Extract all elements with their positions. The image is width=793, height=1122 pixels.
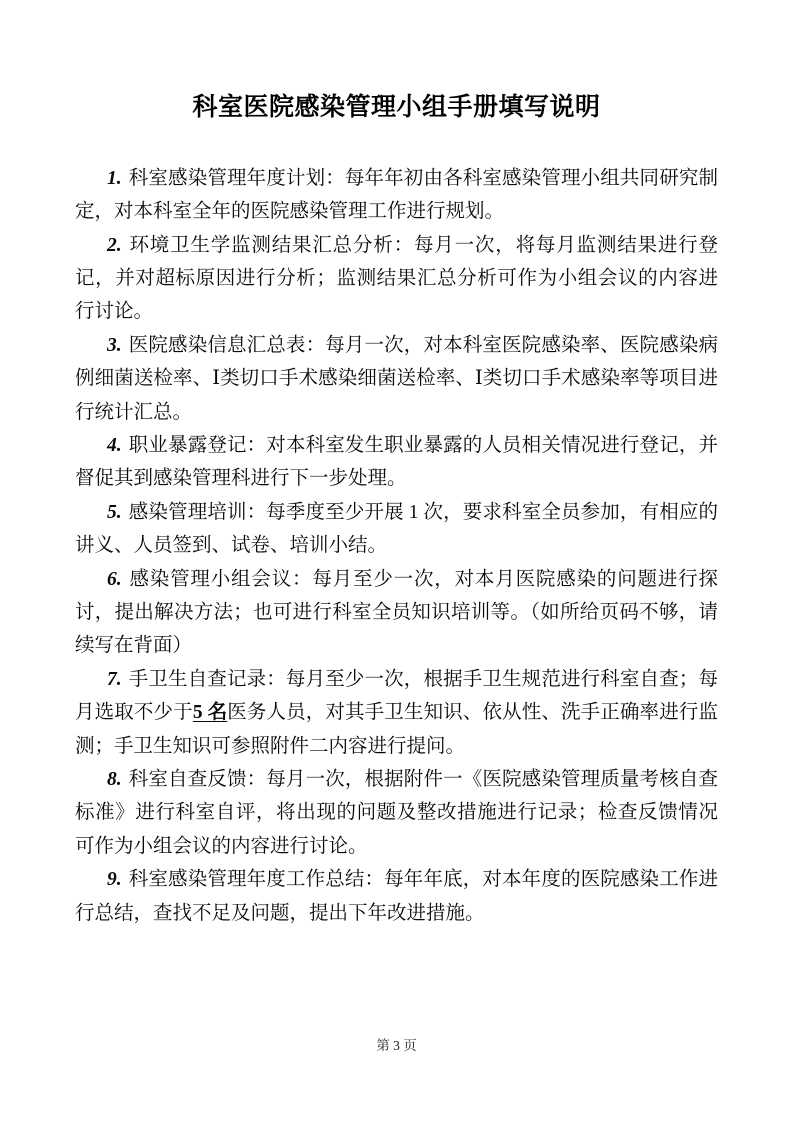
paragraph-text: 科室感染管理年度工作总结：每年年底，对本年度的医院感染工作进行总结，查找不足及问题，提出下年改进措施。 <box>75 869 718 924</box>
paragraph-text: 手卫生自查记录：每月至少一次，根据手卫生规范进行科室自查；每月选取不少于 <box>75 668 718 724</box>
paragraph-text: 职业暴露登记：对本科室发生职业暴露的人员相关情况进行登记，并督促其到感染管理科进行下一步处理。 <box>75 435 718 490</box>
paragraph-9 <box>75 863 718 930</box>
paragraph-8 <box>75 763 718 863</box>
paragraph-6 <box>75 563 718 663</box>
paragraph-number: 6. <box>107 568 122 590</box>
paragraph-3 <box>75 329 718 429</box>
paragraph-7 <box>75 663 718 763</box>
paragraph-5 <box>75 496 718 563</box>
paragraph-number: 3. <box>107 334 122 356</box>
emphasized-underlined-text: 5 名 <box>192 702 228 724</box>
paragraph-number: 7. <box>107 668 122 690</box>
paragraph-4 <box>75 429 718 496</box>
page-number-footer: 第 3 页 <box>376 1038 417 1053</box>
paragraph-text: 环境卫生学监测结果汇总分析：每月一次，将每月监测结果进行登记，并对超标原因进行分析；监测结果汇总分析可作为小组会议的内容进行讨论。 <box>75 234 718 323</box>
paragraph-number: 9. <box>107 869 122 891</box>
paragraph-1 <box>75 162 718 229</box>
paragraph-text: 科室感染管理年度计划：每年年初由各科室感染管理小组共同研究制定，对本科室全年的医院感染管理工作进行规划。 <box>75 167 718 223</box>
paragraph-2 <box>75 229 718 329</box>
paragraph-number: 1. <box>107 167 122 189</box>
paragraph-list <box>75 162 718 930</box>
paragraph-number: 2. <box>107 234 122 256</box>
paragraph-text: 医务人员，对其手卫生知识、依从性、洗手正确率进行监测；手卫生知识可参照附件二内容进行提问。 <box>75 702 718 757</box>
paragraph-text: 感染管理小组会议：每月至少一次，对本月医院感染的问题进行探讨，提出解决方法；也可进行科室全员知识培训等。（如所给页码不够，请续写在背面） <box>75 568 718 657</box>
paragraph-text: 科室自查反馈：每月一次，根据附件一《医院感染管理质量考核自查标准》进行科室自评，将出现的问题及整改措施进行记录；检查反馈情况可作为小组会议的内容进行讨论。 <box>75 769 718 857</box>
page-title: 科室医院感染管理小组手册填写说明 <box>192 93 601 121</box>
paragraph-number: 5. <box>107 501 122 523</box>
paragraph-number: 8. <box>107 769 122 791</box>
paragraph-text: 感染管理培训：每季度至少开展 1 次，要求科室全员参加，有相应的讲义、人员签到、试卷、培训小结。 <box>75 501 718 557</box>
paragraph-text: 医院感染信息汇总表：每月一次，对本科室医院感染率、医院感染病例细菌送检率、Ⅰ类切口手术感染细菌送检率、Ⅰ类切口手术感染率等项目进行统计汇总。 <box>75 334 718 423</box>
paragraph-number: 4. <box>107 435 122 456</box>
